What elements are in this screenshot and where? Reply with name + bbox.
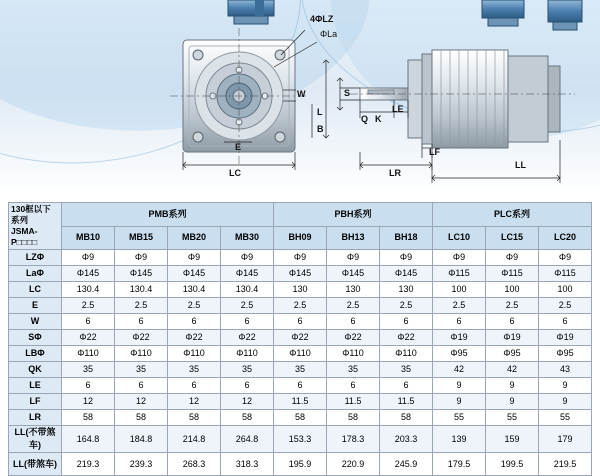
row-label: LL(带煞车) — [9, 453, 62, 476]
cell: 9 — [433, 394, 486, 410]
cell: Φ115 — [486, 266, 539, 282]
label-e: E — [235, 142, 242, 152]
cell: Φ22 — [62, 330, 115, 346]
cell: 2.5 — [221, 298, 274, 314]
cell: Φ95 — [486, 346, 539, 362]
cell: 130.4 — [115, 282, 168, 298]
cell: Φ110 — [168, 346, 221, 362]
cell: Φ22 — [221, 330, 274, 346]
table-row — [9, 410, 592, 426]
cell: 58 — [115, 410, 168, 426]
row-label: LR — [9, 410, 62, 426]
group-header-pbh: PBH系列 — [274, 203, 433, 227]
cell: 6 — [221, 314, 274, 330]
cell: Φ110 — [274, 346, 327, 362]
cell: 6 — [433, 314, 486, 330]
corner-line-1: 130框以下系列 — [11, 204, 51, 225]
cell: Φ9 — [62, 250, 115, 266]
cell: 6 — [221, 378, 274, 394]
cell: 58 — [62, 410, 115, 426]
cell: Φ22 — [115, 330, 168, 346]
cell: 12 — [168, 394, 221, 410]
cell: Φ145 — [168, 266, 221, 282]
table-column-row — [9, 226, 592, 250]
cell: 12 — [62, 394, 115, 410]
cell: Φ9 — [168, 250, 221, 266]
cell: 184.8 — [115, 426, 168, 453]
cell: 153.3 — [274, 426, 327, 453]
cell: Φ110 — [221, 346, 274, 362]
label-w: W — [297, 89, 306, 99]
row-label: LZΦ — [9, 250, 62, 266]
cell: Φ110 — [327, 346, 380, 362]
table-row — [9, 453, 592, 476]
cell: Φ145 — [62, 266, 115, 282]
label-ll: LL — [515, 160, 526, 170]
table-body — [9, 250, 592, 476]
cell: Φ110 — [115, 346, 168, 362]
cell: 6 — [380, 314, 433, 330]
cell: 42 — [486, 362, 539, 378]
cell: Φ145 — [274, 266, 327, 282]
cell: 58 — [221, 410, 274, 426]
column-header: BH18 — [380, 226, 433, 250]
cell: 100 — [539, 282, 592, 298]
column-header: LC10 — [433, 226, 486, 250]
cell: 178.3 — [327, 426, 380, 453]
cell: 100 — [486, 282, 539, 298]
table-row — [9, 282, 592, 298]
cell: 6 — [168, 314, 221, 330]
cell: Φ110 — [62, 346, 115, 362]
cell: 100 — [433, 282, 486, 298]
cell: 9 — [433, 378, 486, 394]
cell: 6 — [115, 314, 168, 330]
cell: 6 — [274, 378, 327, 394]
row-label: QK — [9, 362, 62, 378]
cell: 195.9 — [274, 453, 327, 476]
row-label: W — [9, 314, 62, 330]
cell: Φ115 — [433, 266, 486, 282]
column-header: MB15 — [115, 226, 168, 250]
cell: 219.3 — [62, 453, 115, 476]
cell: 9 — [539, 394, 592, 410]
cell: 2.5 — [327, 298, 380, 314]
cell: 130 — [327, 282, 380, 298]
cell: 219.5 — [539, 453, 592, 476]
cell: Φ145 — [380, 266, 433, 282]
cell: Φ22 — [380, 330, 433, 346]
cell: Φ19 — [433, 330, 486, 346]
cell: Φ95 — [433, 346, 486, 362]
cell: 35 — [221, 362, 274, 378]
cell: 2.5 — [433, 298, 486, 314]
cell: Φ22 — [327, 330, 380, 346]
cell: 130 — [380, 282, 433, 298]
table-row — [9, 266, 592, 282]
cell: Φ9 — [115, 250, 168, 266]
cell: 35 — [115, 362, 168, 378]
cell: 130 — [274, 282, 327, 298]
cell: Φ9 — [221, 250, 274, 266]
technical-drawing — [0, 0, 600, 196]
cell: 6 — [380, 378, 433, 394]
cell: 2.5 — [168, 298, 221, 314]
cell: 6 — [539, 314, 592, 330]
cell: 318.3 — [221, 453, 274, 476]
table-row — [9, 394, 592, 410]
label-b: B — [317, 124, 324, 134]
group-header-pmb: PMB系列 — [62, 203, 274, 227]
cell: 6 — [274, 314, 327, 330]
table-corner-header — [9, 203, 62, 250]
cell: 245.9 — [380, 453, 433, 476]
cell: Φ145 — [327, 266, 380, 282]
cell: 11.5 — [380, 394, 433, 410]
cell: 6 — [62, 314, 115, 330]
cell: 11.5 — [327, 394, 380, 410]
table-row — [9, 250, 592, 266]
row-label: LL(不带煞车) — [9, 426, 62, 453]
table-head — [9, 203, 592, 250]
row-label: LC — [9, 282, 62, 298]
front-view-connectors — [228, 0, 274, 24]
cell: 55 — [539, 410, 592, 426]
table-row — [9, 346, 592, 362]
cell: Φ9 — [327, 250, 380, 266]
label-lf: LF — [429, 147, 440, 157]
cell: 58 — [380, 410, 433, 426]
cell: 268.3 — [168, 453, 221, 476]
cell: Φ22 — [168, 330, 221, 346]
specification-table — [8, 202, 592, 476]
row-label: LaΦ — [9, 266, 62, 282]
cell: 220.9 — [327, 453, 380, 476]
cell: Φ9 — [486, 250, 539, 266]
cell: 130.4 — [168, 282, 221, 298]
table-row — [9, 362, 592, 378]
table-row — [9, 378, 592, 394]
table-row — [9, 298, 592, 314]
cell: 6 — [327, 378, 380, 394]
table-row — [9, 330, 592, 346]
table-group-row — [9, 203, 592, 227]
row-label: LF — [9, 394, 62, 410]
cell: 6 — [115, 378, 168, 394]
column-header: BH09 — [274, 226, 327, 250]
cell: Φ9 — [433, 250, 486, 266]
cell: Φ9 — [539, 250, 592, 266]
specification-table-wrapper — [8, 202, 592, 476]
group-header-plc: PLC系列 — [433, 203, 592, 227]
cell: 2.5 — [274, 298, 327, 314]
cell: 9 — [539, 378, 592, 394]
cell: 179.5 — [433, 453, 486, 476]
cell: 2.5 — [115, 298, 168, 314]
cell: Φ115 — [539, 266, 592, 282]
column-header: BH13 — [327, 226, 380, 250]
cell: 42 — [433, 362, 486, 378]
cell: 55 — [486, 410, 539, 426]
cell: 2.5 — [539, 298, 592, 314]
cell: 164.8 — [62, 426, 115, 453]
column-header: MB10 — [62, 226, 115, 250]
cell: 12 — [221, 394, 274, 410]
label-le: LE — [392, 104, 404, 114]
row-label: LBΦ — [9, 346, 62, 362]
cell: Φ95 — [539, 346, 592, 362]
cell: 239.3 — [115, 453, 168, 476]
cell: 2.5 — [486, 298, 539, 314]
side-view-motor — [350, 0, 582, 148]
label-la: ΦLa — [320, 29, 338, 39]
cell: 35 — [380, 362, 433, 378]
cell: 214.8 — [168, 426, 221, 453]
cell: 2.5 — [380, 298, 433, 314]
row-label: E — [9, 298, 62, 314]
column-header: MB30 — [221, 226, 274, 250]
cell: 35 — [274, 362, 327, 378]
cell: 203.3 — [380, 426, 433, 453]
cell: 55 — [433, 410, 486, 426]
column-header: LC15 — [486, 226, 539, 250]
cell: 139 — [433, 426, 486, 453]
cell: 58 — [327, 410, 380, 426]
cell: 179 — [539, 426, 592, 453]
cell: 12 — [115, 394, 168, 410]
label-l: L — [317, 107, 323, 117]
cell: 6 — [486, 314, 539, 330]
cell: Φ9 — [274, 250, 327, 266]
cell: Φ9 — [380, 250, 433, 266]
cell: 9 — [486, 378, 539, 394]
column-header: LC20 — [539, 226, 592, 250]
cell: 6 — [62, 378, 115, 394]
cell: 43 — [539, 362, 592, 378]
cell: 35 — [62, 362, 115, 378]
cell: 6 — [327, 314, 380, 330]
cell: Φ110 — [380, 346, 433, 362]
cell: Φ22 — [274, 330, 327, 346]
table-row — [9, 314, 592, 330]
label-lr: LR — [389, 168, 401, 178]
cell: 264.8 — [221, 426, 274, 453]
corner-line-2: JSMA-P□□□□ — [11, 226, 38, 247]
cell: 6 — [168, 378, 221, 394]
table-row — [9, 426, 592, 453]
cell: Φ145 — [221, 266, 274, 282]
cell: 159 — [486, 426, 539, 453]
cell: Φ145 — [115, 266, 168, 282]
label-lc: LC — [229, 168, 241, 178]
label-k: K — [375, 114, 382, 124]
cell: 9 — [486, 394, 539, 410]
label-4-lz: 4ΦLZ — [310, 14, 334, 24]
label-q: Q — [361, 114, 369, 124]
row-label: LE — [9, 378, 62, 394]
label-s: S — [344, 88, 351, 98]
cell: Φ19 — [486, 330, 539, 346]
cell: 58 — [168, 410, 221, 426]
row-label: SΦ — [9, 330, 62, 346]
cell: 199.5 — [486, 453, 539, 476]
cell: 58 — [274, 410, 327, 426]
cell: 11.5 — [274, 394, 327, 410]
cell: 130.4 — [62, 282, 115, 298]
cell: 130.4 — [221, 282, 274, 298]
cell: Φ19 — [539, 330, 592, 346]
cell: 35 — [327, 362, 380, 378]
cell: 2.5 — [62, 298, 115, 314]
cell: 35 — [168, 362, 221, 378]
column-header: MB20 — [168, 226, 221, 250]
